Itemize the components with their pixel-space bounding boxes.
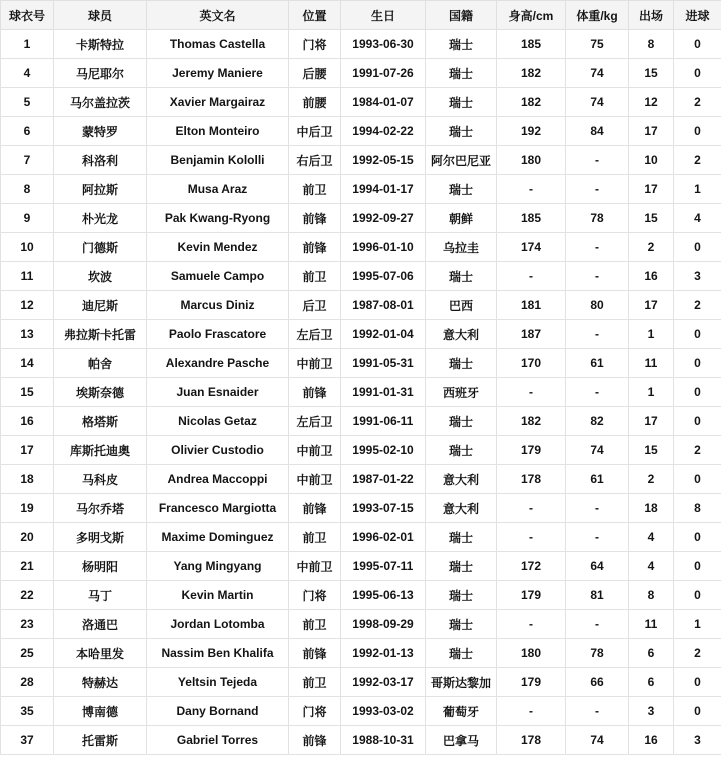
cell-english: Nicolas Getaz xyxy=(147,407,289,436)
cell-player: 洛通巴 xyxy=(54,610,147,639)
cell-appearances: 15 xyxy=(629,59,674,88)
cell-appearances: 1 xyxy=(629,378,674,407)
cell-appearances: 15 xyxy=(629,436,674,465)
cell-position: 门将 xyxy=(289,30,341,59)
cell-position: 前卫 xyxy=(289,262,341,291)
cell-appearances: 4 xyxy=(629,552,674,581)
table-header-row xyxy=(1,1,721,30)
cell-height: 178 xyxy=(497,726,566,755)
cell-jersey: 17 xyxy=(1,436,54,465)
cell-position: 后卫 xyxy=(289,291,341,320)
cell-birthday: 1987-08-01 xyxy=(341,291,426,320)
cell-jersey: 16 xyxy=(1,407,54,436)
cell-weight: 78 xyxy=(566,639,629,668)
cell-position: 中后卫 xyxy=(289,117,341,146)
column-header-goals: 进球 xyxy=(674,1,721,30)
cell-nationality: 瑞士 xyxy=(426,349,497,378)
cell-nationality: 意大利 xyxy=(426,465,497,494)
cell-player: 格塔斯 xyxy=(54,407,147,436)
table-row xyxy=(1,407,721,436)
cell-nationality: 瑞士 xyxy=(426,523,497,552)
cell-goals: 0 xyxy=(674,30,721,59)
cell-nationality: 阿尔巴尼亚 xyxy=(426,146,497,175)
table-row xyxy=(1,349,721,378)
cell-weight: - xyxy=(566,378,629,407)
cell-height: 179 xyxy=(497,581,566,610)
table-row xyxy=(1,697,721,726)
cell-weight: - xyxy=(566,610,629,639)
cell-english: Musa Araz xyxy=(147,175,289,204)
cell-appearances: 10 xyxy=(629,146,674,175)
cell-weight: 84 xyxy=(566,117,629,146)
cell-nationality: 瑞士 xyxy=(426,407,497,436)
cell-nationality: 瑞士 xyxy=(426,117,497,146)
cell-jersey: 23 xyxy=(1,610,54,639)
cell-player: 特赫达 xyxy=(54,668,147,697)
cell-player: 蒙特罗 xyxy=(54,117,147,146)
cell-goals: 0 xyxy=(674,117,721,146)
cell-goals: 0 xyxy=(674,407,721,436)
cell-nationality: 乌拉圭 xyxy=(426,233,497,262)
cell-height: 172 xyxy=(497,552,566,581)
cell-height: 185 xyxy=(497,204,566,233)
cell-player: 多明戈斯 xyxy=(54,523,147,552)
table-body xyxy=(1,30,721,755)
cell-player: 迪尼斯 xyxy=(54,291,147,320)
column-header-weight: 体重/kg xyxy=(566,1,629,30)
cell-nationality: 意大利 xyxy=(426,494,497,523)
cell-jersey: 8 xyxy=(1,175,54,204)
cell-height: 187 xyxy=(497,320,566,349)
cell-birthday: 1995-07-06 xyxy=(341,262,426,291)
cell-english: Xavier Margairaz xyxy=(147,88,289,117)
cell-nationality: 瑞士 xyxy=(426,88,497,117)
cell-height: 170 xyxy=(497,349,566,378)
cell-goals: 0 xyxy=(674,697,721,726)
cell-goals: 0 xyxy=(674,59,721,88)
cell-player: 马尼耶尔 xyxy=(54,59,147,88)
cell-position: 中前卫 xyxy=(289,349,341,378)
cell-nationality: 葡萄牙 xyxy=(426,697,497,726)
cell-english: Yang Mingyang xyxy=(147,552,289,581)
cell-jersey: 15 xyxy=(1,378,54,407)
cell-english: Elton Monteiro xyxy=(147,117,289,146)
cell-appearances: 16 xyxy=(629,726,674,755)
cell-position: 门将 xyxy=(289,581,341,610)
cell-jersey: 10 xyxy=(1,233,54,262)
cell-goals: 0 xyxy=(674,668,721,697)
cell-player: 马丁 xyxy=(54,581,147,610)
cell-position: 前锋 xyxy=(289,233,341,262)
cell-weight: 81 xyxy=(566,581,629,610)
cell-jersey: 28 xyxy=(1,668,54,697)
cell-appearances: 2 xyxy=(629,233,674,262)
cell-birthday: 1992-05-15 xyxy=(341,146,426,175)
cell-english: Samuele Campo xyxy=(147,262,289,291)
cell-birthday: 1984-01-07 xyxy=(341,88,426,117)
cell-birthday: 1991-06-11 xyxy=(341,407,426,436)
cell-weight: 61 xyxy=(566,349,629,378)
cell-position: 前锋 xyxy=(289,378,341,407)
cell-height: 180 xyxy=(497,146,566,175)
cell-jersey: 14 xyxy=(1,349,54,378)
cell-position: 左后卫 xyxy=(289,407,341,436)
cell-appearances: 17 xyxy=(629,291,674,320)
cell-english: Thomas Castella xyxy=(147,30,289,59)
cell-nationality: 瑞士 xyxy=(426,610,497,639)
cell-player: 弗拉斯卡托雷 xyxy=(54,320,147,349)
cell-birthday: 1995-06-13 xyxy=(341,581,426,610)
table-row xyxy=(1,436,721,465)
cell-weight: - xyxy=(566,175,629,204)
cell-weight: - xyxy=(566,523,629,552)
cell-birthday: 1991-01-31 xyxy=(341,378,426,407)
table-row xyxy=(1,233,721,262)
cell-player: 本哈里发 xyxy=(54,639,147,668)
cell-weight: 74 xyxy=(566,726,629,755)
cell-height: 185 xyxy=(497,30,566,59)
cell-height: - xyxy=(497,610,566,639)
cell-nationality: 瑞士 xyxy=(426,59,497,88)
cell-appearances: 1 xyxy=(629,320,674,349)
cell-height: - xyxy=(497,697,566,726)
table-row xyxy=(1,204,721,233)
cell-player: 马尔盖拉茨 xyxy=(54,88,147,117)
column-header-player: 球员 xyxy=(54,1,147,30)
table-row xyxy=(1,88,721,117)
cell-height: 178 xyxy=(497,465,566,494)
cell-jersey: 20 xyxy=(1,523,54,552)
table-row xyxy=(1,639,721,668)
table-row xyxy=(1,262,721,291)
cell-goals: 1 xyxy=(674,175,721,204)
cell-player: 阿拉斯 xyxy=(54,175,147,204)
cell-nationality: 瑞士 xyxy=(426,639,497,668)
cell-weight: - xyxy=(566,320,629,349)
cell-english: Benjamin Kololli xyxy=(147,146,289,175)
cell-birthday: 1994-01-17 xyxy=(341,175,426,204)
table-row xyxy=(1,726,721,755)
table-row xyxy=(1,581,721,610)
table-row xyxy=(1,494,721,523)
cell-goals: 8 xyxy=(674,494,721,523)
cell-english: Maxime Dominguez xyxy=(147,523,289,552)
cell-weight: 74 xyxy=(566,436,629,465)
cell-english: Paolo Frascatore xyxy=(147,320,289,349)
cell-goals: 0 xyxy=(674,465,721,494)
cell-player: 朴光龙 xyxy=(54,204,147,233)
cell-weight: - xyxy=(566,494,629,523)
cell-english: Kevin Mendez xyxy=(147,233,289,262)
cell-birthday: 1993-03-02 xyxy=(341,697,426,726)
cell-height: - xyxy=(497,262,566,291)
cell-english: Olivier Custodio xyxy=(147,436,289,465)
cell-appearances: 17 xyxy=(629,117,674,146)
cell-appearances: 6 xyxy=(629,639,674,668)
cell-birthday: 1993-07-15 xyxy=(341,494,426,523)
cell-height: 179 xyxy=(497,668,566,697)
cell-height: 181 xyxy=(497,291,566,320)
cell-goals: 0 xyxy=(674,523,721,552)
cell-jersey: 35 xyxy=(1,697,54,726)
cell-goals: 0 xyxy=(674,349,721,378)
cell-english: Alexandre Pasche xyxy=(147,349,289,378)
cell-height: 192 xyxy=(497,117,566,146)
cell-height: - xyxy=(497,523,566,552)
cell-nationality: 瑞士 xyxy=(426,436,497,465)
cell-height: 182 xyxy=(497,59,566,88)
cell-weight: 61 xyxy=(566,465,629,494)
cell-position: 前腰 xyxy=(289,88,341,117)
cell-nationality: 意大利 xyxy=(426,320,497,349)
cell-jersey: 4 xyxy=(1,59,54,88)
cell-height: 180 xyxy=(497,639,566,668)
table-row xyxy=(1,146,721,175)
cell-height: - xyxy=(497,494,566,523)
table-header xyxy=(1,1,721,30)
cell-jersey: 13 xyxy=(1,320,54,349)
cell-position: 中前卫 xyxy=(289,552,341,581)
cell-jersey: 18 xyxy=(1,465,54,494)
cell-height: 182 xyxy=(497,407,566,436)
cell-player: 杨明阳 xyxy=(54,552,147,581)
cell-english: Marcus Diniz xyxy=(147,291,289,320)
cell-appearances: 11 xyxy=(629,610,674,639)
cell-birthday: 1993-06-30 xyxy=(341,30,426,59)
cell-nationality: 朝鲜 xyxy=(426,204,497,233)
cell-birthday: 1994-02-22 xyxy=(341,117,426,146)
cell-jersey: 21 xyxy=(1,552,54,581)
cell-jersey: 37 xyxy=(1,726,54,755)
cell-jersey: 12 xyxy=(1,291,54,320)
cell-nationality: 西班牙 xyxy=(426,378,497,407)
cell-nationality: 瑞士 xyxy=(426,581,497,610)
cell-birthday: 1988-10-31 xyxy=(341,726,426,755)
cell-position: 前锋 xyxy=(289,494,341,523)
cell-appearances: 11 xyxy=(629,349,674,378)
cell-weight: 64 xyxy=(566,552,629,581)
column-header-english: 英文名 xyxy=(147,1,289,30)
cell-appearances: 12 xyxy=(629,88,674,117)
cell-birthday: 1992-01-13 xyxy=(341,639,426,668)
cell-english: Jeremy Maniere xyxy=(147,59,289,88)
cell-position: 前卫 xyxy=(289,523,341,552)
cell-english: Andrea Maccoppi xyxy=(147,465,289,494)
cell-weight: 82 xyxy=(566,407,629,436)
cell-jersey: 22 xyxy=(1,581,54,610)
cell-goals: 0 xyxy=(674,320,721,349)
cell-player: 坎波 xyxy=(54,262,147,291)
cell-birthday: 1991-07-26 xyxy=(341,59,426,88)
cell-goals: 3 xyxy=(674,262,721,291)
cell-appearances: 15 xyxy=(629,204,674,233)
cell-weight: 74 xyxy=(566,59,629,88)
cell-height: - xyxy=(497,378,566,407)
table-row xyxy=(1,378,721,407)
table-row xyxy=(1,610,721,639)
table-row xyxy=(1,117,721,146)
cell-birthday: 1992-01-04 xyxy=(341,320,426,349)
cell-goals: 2 xyxy=(674,88,721,117)
cell-player: 马尔乔塔 xyxy=(54,494,147,523)
cell-nationality: 巴拿马 xyxy=(426,726,497,755)
cell-goals: 2 xyxy=(674,436,721,465)
cell-height: 174 xyxy=(497,233,566,262)
cell-nationality: 巴西 xyxy=(426,291,497,320)
cell-goals: 2 xyxy=(674,291,721,320)
table-row xyxy=(1,523,721,552)
cell-jersey: 19 xyxy=(1,494,54,523)
cell-weight: 66 xyxy=(566,668,629,697)
cell-jersey: 11 xyxy=(1,262,54,291)
cell-birthday: 1991-05-31 xyxy=(341,349,426,378)
cell-position: 右后卫 xyxy=(289,146,341,175)
cell-appearances: 8 xyxy=(629,30,674,59)
cell-player: 马科皮 xyxy=(54,465,147,494)
cell-position: 前卫 xyxy=(289,668,341,697)
cell-appearances: 3 xyxy=(629,697,674,726)
cell-player: 博南德 xyxy=(54,697,147,726)
cell-position: 门将 xyxy=(289,697,341,726)
cell-nationality: 瑞士 xyxy=(426,552,497,581)
cell-weight: - xyxy=(566,262,629,291)
cell-nationality: 瑞士 xyxy=(426,30,497,59)
cell-jersey: 9 xyxy=(1,204,54,233)
cell-appearances: 17 xyxy=(629,175,674,204)
cell-weight: - xyxy=(566,233,629,262)
cell-weight: - xyxy=(566,697,629,726)
table-row xyxy=(1,291,721,320)
cell-position: 后腰 xyxy=(289,59,341,88)
cell-appearances: 16 xyxy=(629,262,674,291)
table-row xyxy=(1,465,721,494)
cell-position: 前锋 xyxy=(289,204,341,233)
cell-position: 前卫 xyxy=(289,175,341,204)
cell-appearances: 18 xyxy=(629,494,674,523)
column-header-appearances: 出场 xyxy=(629,1,674,30)
cell-goals: 0 xyxy=(674,581,721,610)
cell-jersey: 7 xyxy=(1,146,54,175)
cell-weight: 74 xyxy=(566,88,629,117)
column-header-nationality: 国籍 xyxy=(426,1,497,30)
cell-goals: 2 xyxy=(674,146,721,175)
cell-appearances: 17 xyxy=(629,407,674,436)
cell-position: 前卫 xyxy=(289,610,341,639)
cell-position: 前锋 xyxy=(289,639,341,668)
table-row xyxy=(1,175,721,204)
cell-goals: 3 xyxy=(674,726,721,755)
cell-english: Yeltsin Tejeda xyxy=(147,668,289,697)
table-row xyxy=(1,552,721,581)
cell-birthday: 1992-03-17 xyxy=(341,668,426,697)
cell-goals: 0 xyxy=(674,233,721,262)
column-header-height: 身高/cm xyxy=(497,1,566,30)
cell-birthday: 1996-02-01 xyxy=(341,523,426,552)
column-header-jersey: 球衣号 xyxy=(1,1,54,30)
cell-nationality: 瑞士 xyxy=(426,175,497,204)
cell-birthday: 1996-01-10 xyxy=(341,233,426,262)
cell-appearances: 4 xyxy=(629,523,674,552)
cell-weight: 80 xyxy=(566,291,629,320)
cell-height: 182 xyxy=(497,88,566,117)
cell-english: Jordan Lotomba xyxy=(147,610,289,639)
cell-english: Dany Bornand xyxy=(147,697,289,726)
cell-birthday: 1998-09-29 xyxy=(341,610,426,639)
cell-player: 门德斯 xyxy=(54,233,147,262)
cell-english: Gabriel Torres xyxy=(147,726,289,755)
cell-height: 179 xyxy=(497,436,566,465)
cell-jersey: 6 xyxy=(1,117,54,146)
cell-jersey: 5 xyxy=(1,88,54,117)
cell-player: 托雷斯 xyxy=(54,726,147,755)
cell-birthday: 1995-07-11 xyxy=(341,552,426,581)
cell-position: 中前卫 xyxy=(289,436,341,465)
cell-position: 前锋 xyxy=(289,726,341,755)
cell-goals: 0 xyxy=(674,378,721,407)
cell-goals: 1 xyxy=(674,610,721,639)
column-header-birthday: 生日 xyxy=(341,1,426,30)
cell-weight: 75 xyxy=(566,30,629,59)
cell-birthday: 1992-09-27 xyxy=(341,204,426,233)
cell-birthday: 1987-01-22 xyxy=(341,465,426,494)
cell-english: Nassim Ben Khalifa xyxy=(147,639,289,668)
cell-weight: - xyxy=(566,146,629,175)
cell-player: 科洛利 xyxy=(54,146,147,175)
column-header-position: 位置 xyxy=(289,1,341,30)
cell-jersey: 1 xyxy=(1,30,54,59)
table-row xyxy=(1,30,721,59)
table-row xyxy=(1,668,721,697)
cell-player: 卡斯特拉 xyxy=(54,30,147,59)
cell-appearances: 2 xyxy=(629,465,674,494)
cell-goals: 2 xyxy=(674,639,721,668)
cell-appearances: 8 xyxy=(629,581,674,610)
table-row xyxy=(1,320,721,349)
cell-position: 左后卫 xyxy=(289,320,341,349)
table-row xyxy=(1,59,721,88)
cell-goals: 0 xyxy=(674,552,721,581)
cell-player: 埃斯奈德 xyxy=(54,378,147,407)
cell-position: 中前卫 xyxy=(289,465,341,494)
cell-birthday: 1995-02-10 xyxy=(341,436,426,465)
cell-appearances: 6 xyxy=(629,668,674,697)
cell-weight: 78 xyxy=(566,204,629,233)
cell-height: - xyxy=(497,175,566,204)
cell-english: Juan Esnaider xyxy=(147,378,289,407)
cell-player: 库斯托迪奥 xyxy=(54,436,147,465)
cell-goals: 4 xyxy=(674,204,721,233)
cell-nationality: 哥斯达黎加 xyxy=(426,668,497,697)
cell-nationality: 瑞士 xyxy=(426,262,497,291)
cell-english: Pak Kwang-Ryong xyxy=(147,204,289,233)
cell-english: Kevin Martin xyxy=(147,581,289,610)
cell-english: Francesco Margiotta xyxy=(147,494,289,523)
cell-player: 帕舍 xyxy=(54,349,147,378)
cell-jersey: 25 xyxy=(1,639,54,668)
